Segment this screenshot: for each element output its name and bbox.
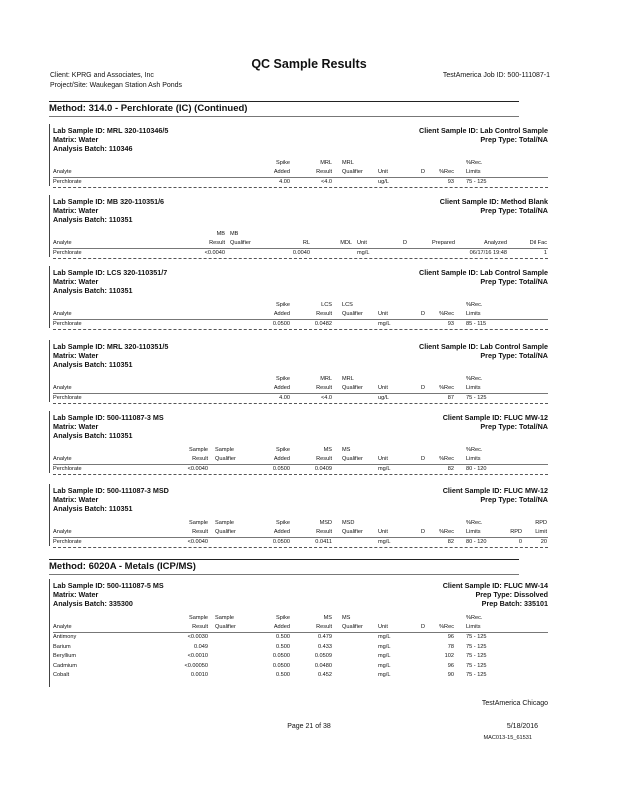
method-divider: [49, 101, 519, 102]
column-header: Limits: [466, 311, 481, 317]
client-sample-id: Client Sample ID: FLUC MW-12: [442, 486, 548, 495]
column-header: Result: [192, 624, 208, 630]
column-header-top: %Rec.: [466, 160, 483, 166]
table-cell: mg/L: [378, 634, 391, 640]
column-header: Added: [273, 169, 290, 175]
footer-company: TestAmerica Chicago: [481, 700, 548, 707]
column-header: %Rec: [439, 624, 454, 630]
column-header-top: MB: [216, 231, 225, 237]
table-cell: 0.433: [318, 643, 332, 650]
column-header: Unit: [378, 385, 388, 391]
table-cell: 75 - 125: [466, 179, 487, 185]
analysis-batch: Analysis Batch: 110351: [53, 286, 133, 295]
analysis-batch: Analysis Batch: 110351: [53, 360, 133, 369]
table-cell: 102: [444, 653, 454, 660]
analysis-batch: Analysis Batch: 110346: [53, 144, 133, 153]
client-sample-id: Client Sample ID: FLUC MW-14: [442, 581, 548, 590]
column-header: Analyte: [53, 169, 72, 175]
table-cell: 75 - 125: [466, 395, 487, 401]
column-header: Unit: [357, 240, 367, 246]
column-header-top: %Rec.: [466, 615, 483, 621]
column-header-top: Sample: [215, 615, 234, 621]
header-underline: [53, 248, 548, 249]
header-underline: [53, 319, 548, 320]
table-cell: 06/17/16 19:48: [469, 250, 507, 256]
table-cell: 82: [447, 466, 454, 472]
table-cell: <0.00050: [184, 662, 208, 669]
column-header-top: MRL: [320, 376, 332, 382]
table-cell: <0.0040: [204, 250, 225, 256]
column-header-top: LCS: [342, 302, 353, 308]
analysis-batch: Analysis Batch: 335300: [53, 599, 133, 608]
client-sample-id: Client Sample ID: FLUC MW-12: [442, 413, 548, 422]
matrix: Matrix: Water: [53, 590, 99, 599]
column-header: Qualifier: [215, 529, 236, 535]
project-site: Project/Site: Waukegan Station Ash Ponds: [50, 82, 183, 89]
table-cell: 0.0411: [315, 539, 332, 545]
column-header-top: MRL: [342, 160, 354, 166]
prep-type: Prep Type: Dissolved: [475, 590, 548, 599]
footer-code: MAC013-15_61531: [483, 735, 532, 741]
table-cell: 0.0409: [314, 466, 332, 472]
column-header: Limits: [466, 456, 481, 462]
table-cell: 0.0500: [272, 539, 290, 545]
column-header-top: %Rec.: [466, 376, 483, 382]
table-cell: 96: [447, 634, 454, 640]
column-header-top: Spike: [276, 302, 290, 308]
client-sample-id: Client Sample ID: Lab Control Sample: [419, 268, 548, 277]
table-cell: Perchlorate: [53, 539, 82, 545]
column-header: Qualifier: [342, 385, 363, 391]
column-header-top: RPD: [535, 520, 547, 526]
column-header-top: %Rec.: [466, 520, 483, 526]
column-header: Limits: [466, 169, 481, 175]
client-name: Client: KPRG and Associates, Inc: [50, 72, 154, 79]
table-cell: 0.0500: [272, 662, 290, 669]
analysis-batch: Analysis Batch: 110351: [53, 215, 133, 224]
prep-type: Prep Type: Total/NA: [480, 277, 548, 286]
table-cell: 0.0500: [272, 653, 290, 660]
column-header: D: [420, 624, 425, 630]
table-cell: 0.0500: [272, 466, 290, 472]
method-divider: [49, 559, 519, 560]
section-left-border: [49, 484, 50, 546]
client-sample-id: Client Sample ID: Method Blank: [439, 197, 548, 206]
column-header: Qualifier: [215, 624, 236, 630]
table-cell: 0.049: [194, 643, 208, 650]
column-header: %Rec: [439, 385, 454, 391]
analysis-batch: Analysis Batch: 110351: [53, 431, 133, 440]
column-header-top: MS: [342, 615, 351, 621]
table-cell: mg/L: [378, 321, 391, 327]
table-cell: mg/L: [378, 653, 391, 660]
column-header: %Rec: [439, 529, 454, 535]
table-cell: Perchlorate: [53, 250, 82, 256]
lab-sample-id: Lab Sample ID: 500-111087-5 MS: [53, 581, 164, 590]
analysis-batch: Analysis Batch: 110351: [53, 504, 133, 513]
matrix: Matrix: Water: [53, 495, 99, 504]
header-underline: [53, 393, 548, 394]
table-cell: mg/L: [378, 466, 391, 472]
column-header: D: [420, 311, 425, 317]
column-header-top: MS: [323, 447, 332, 453]
column-header: Result: [316, 169, 332, 175]
table-cell: 75 - 125: [466, 634, 487, 640]
table-cell: 75 - 125: [466, 662, 487, 669]
column-header: MDL: [340, 240, 352, 246]
column-header: Qualifier: [342, 311, 363, 317]
column-header: Qualifier: [342, 456, 363, 462]
column-header: D: [420, 456, 425, 462]
prep-type: Prep Type: Total/NA: [480, 495, 548, 504]
column-header-top: Spike: [276, 376, 290, 382]
matrix: Matrix: Water: [53, 351, 99, 360]
method-heading: Method: 314.0 - Perchlorate (IC) (Continued): [49, 103, 248, 114]
column-header: Result: [192, 456, 208, 462]
column-header: Limits: [466, 529, 481, 535]
lab-sample-id: Lab Sample ID: MRL 320-110351/5: [53, 342, 169, 351]
column-header: Unit: [378, 624, 388, 630]
table-cell: 0.0482: [314, 321, 332, 327]
column-header: Limits: [466, 624, 481, 630]
table-cell: 80 - 120: [466, 466, 487, 472]
table-cell: mg/L: [378, 662, 391, 669]
column-header: %Rec: [439, 169, 454, 175]
column-header: Qualifier: [230, 240, 251, 246]
table-cell: Perchlorate: [53, 466, 82, 472]
page-title: QC Sample Results: [251, 57, 367, 71]
section-left-border: [49, 411, 50, 473]
column-header: RPD: [510, 529, 522, 535]
column-header-top: MS: [342, 447, 351, 453]
table-cell: <4.0: [320, 395, 332, 401]
method-underline: [49, 116, 519, 117]
column-header: D: [420, 529, 425, 535]
column-header: Added: [273, 456, 290, 462]
column-header-top: Spike: [276, 615, 290, 621]
column-header: %Rec: [439, 311, 454, 317]
table-cell: 0.500: [276, 672, 290, 679]
table-cell: 96: [447, 662, 454, 669]
table-cell: mg/L: [378, 672, 391, 679]
table-cell: Perchlorate: [53, 321, 82, 327]
row-underline: [53, 547, 548, 548]
column-header-top: Sample: [189, 615, 208, 621]
table-cell: <0.0030: [187, 634, 208, 640]
column-header-top: %Rec.: [466, 447, 483, 453]
column-header: D: [402, 240, 407, 246]
column-header-top: MRL: [342, 376, 354, 382]
column-header: Analyzed: [483, 240, 507, 246]
footer-date: 5/18/2016: [506, 723, 538, 730]
table-cell: <0.0010: [187, 653, 208, 660]
matrix: Matrix: Water: [53, 422, 99, 431]
row-underline: [53, 329, 548, 330]
column-header: %Rec: [439, 456, 454, 462]
column-header-top: Spike: [276, 447, 290, 453]
section-left-border: [49, 340, 50, 402]
section-left-border: [49, 124, 50, 186]
table-cell: 0.0509: [314, 653, 332, 660]
prep-type: Prep Type: Total/NA: [480, 422, 548, 431]
column-header: Result: [316, 311, 332, 317]
column-header: Analyte: [53, 456, 72, 462]
section-left-border: [49, 195, 50, 257]
table-cell: 1: [543, 250, 547, 256]
section-left-border: [49, 579, 50, 687]
column-header-top: Sample: [189, 520, 208, 526]
prep-type: Prep Type: Total/NA: [480, 206, 548, 215]
lab-sample-id: Lab Sample ID: MRL 320-110346/5: [53, 126, 169, 135]
table-cell: 0.452: [318, 672, 332, 679]
table-cell: ug/L: [378, 179, 389, 185]
header-underline: [53, 537, 548, 538]
prep-type: Prep Type: Total/NA: [480, 135, 548, 144]
column-header-top: Spike: [276, 160, 290, 166]
column-header: Result: [316, 529, 332, 535]
table-cell: 0.0500: [272, 321, 290, 327]
column-header: Unit: [378, 169, 388, 175]
client-sample-id: Client Sample ID: Lab Control Sample: [419, 126, 548, 135]
column-header: Qualifier: [342, 624, 363, 630]
table-cell: 90: [447, 672, 454, 679]
lab-sample-id: Lab Sample ID: 500-111087-3 MSD: [53, 486, 169, 495]
column-header: Analyte: [53, 311, 72, 317]
column-header-top: Sample: [215, 447, 234, 453]
column-header: D: [420, 169, 425, 175]
column-header: Result: [316, 624, 332, 630]
client-sample-id: Client Sample ID: Lab Control Sample: [419, 342, 548, 351]
table-cell: Cobalt: [53, 672, 70, 679]
row-underline: [53, 258, 548, 259]
table-cell: 82: [447, 539, 454, 545]
prep-batch: Prep Batch: 335101: [481, 599, 548, 608]
table-cell: 20: [540, 539, 547, 545]
table-cell: Perchlorate: [53, 395, 82, 401]
table-cell: 93: [447, 179, 454, 185]
column-header: Added: [273, 624, 290, 630]
row-underline: [53, 403, 548, 404]
column-header: Qualifier: [215, 456, 236, 462]
table-cell: Barium: [53, 643, 71, 650]
matrix: Matrix: Water: [53, 277, 99, 286]
column-header: Result: [316, 456, 332, 462]
table-cell: 4.00: [279, 179, 290, 185]
column-header: Result: [316, 385, 332, 391]
column-header: Unit: [378, 311, 388, 317]
column-header: Analyte: [53, 385, 72, 391]
column-header: Analyte: [53, 624, 72, 630]
table-cell: 4.00: [279, 395, 290, 401]
lab-sample-id: Lab Sample ID: MB 320-110351/6: [53, 197, 165, 206]
column-header: Limits: [466, 385, 481, 391]
column-header: RL: [302, 240, 310, 246]
header-underline: [53, 177, 548, 178]
column-header: Result: [192, 529, 208, 535]
section-left-border: [49, 266, 50, 328]
column-header-top: %Rec.: [466, 302, 483, 308]
column-header-top: MS: [323, 615, 332, 621]
method-heading: Method: 6020A - Metals (ICP/MS): [49, 561, 196, 572]
lab-sample-id: Lab Sample ID: 500-111087-3 MS: [53, 413, 164, 422]
table-cell: 0.500: [276, 643, 290, 650]
table-cell: 0: [518, 539, 522, 545]
method-underline: [49, 574, 519, 575]
column-header-top: MB: [230, 231, 239, 237]
column-header-top: MRL: [320, 160, 332, 166]
table-cell: 75 - 125: [466, 653, 487, 660]
column-header: Added: [273, 529, 290, 535]
column-header: Prepared: [431, 240, 455, 246]
column-header: Analyte: [53, 240, 72, 246]
row-underline: [53, 474, 548, 475]
table-cell: <4.0: [320, 179, 332, 185]
header-underline: [53, 464, 548, 465]
table-cell: <0.0040: [187, 466, 208, 472]
column-header-top: Spike: [276, 520, 290, 526]
table-cell: mg/L: [378, 643, 391, 650]
column-header: Added: [273, 311, 290, 317]
column-header-top: MSD: [342, 520, 355, 526]
column-header: Added: [273, 385, 290, 391]
table-cell: 75 - 125: [466, 672, 487, 679]
column-header: Qualifier: [342, 529, 363, 535]
table-cell: Cadmium: [53, 662, 77, 669]
column-header-top: MSD: [319, 520, 332, 526]
table-cell: 0.0040: [292, 250, 310, 256]
table-cell: 85 - 115: [466, 321, 487, 327]
matrix: Matrix: Water: [53, 135, 99, 144]
column-header-top: LCS: [321, 302, 332, 308]
header-underline: [53, 632, 548, 633]
page-number: Page 21 of 38: [287, 723, 331, 730]
row-underline: [53, 187, 548, 188]
table-cell: Beryllium: [53, 653, 77, 660]
table-cell: 80 - 120: [466, 539, 487, 545]
matrix: Matrix: Water: [53, 206, 99, 215]
column-header-top: Sample: [189, 447, 208, 453]
table-cell: 0.479: [318, 634, 332, 640]
column-header: Qualifier: [342, 169, 363, 175]
column-header: Dil Fac: [529, 240, 547, 246]
table-cell: mg/L: [357, 250, 370, 256]
job-id: TestAmerica Job ID: 500-111087-1: [442, 72, 550, 79]
column-header: Analyte: [53, 529, 72, 535]
table-cell: 0.500: [276, 634, 290, 640]
table-cell: 78: [447, 643, 454, 650]
column-header: Unit: [378, 529, 388, 535]
table-cell: 87: [447, 395, 454, 401]
column-header: Limit: [535, 529, 547, 535]
prep-type: Prep Type: Total/NA: [480, 351, 548, 360]
column-header: D: [420, 385, 425, 391]
lab-sample-id: Lab Sample ID: LCS 320-110351/7: [53, 268, 168, 277]
table-cell: mg/L: [378, 539, 391, 545]
column-header-top: Sample: [215, 520, 234, 526]
table-cell: 0.0480: [314, 662, 332, 669]
column-header: Unit: [378, 456, 388, 462]
table-cell: 93: [447, 321, 454, 327]
column-header: Result: [209, 240, 225, 246]
table-cell: Antimony: [53, 634, 77, 640]
table-cell: <0.0040: [187, 539, 208, 545]
table-cell: 75 - 125: [466, 643, 487, 650]
table-cell: 0.0010: [190, 672, 208, 679]
table-cell: ug/L: [378, 395, 389, 401]
table-cell: Perchlorate: [53, 179, 82, 185]
